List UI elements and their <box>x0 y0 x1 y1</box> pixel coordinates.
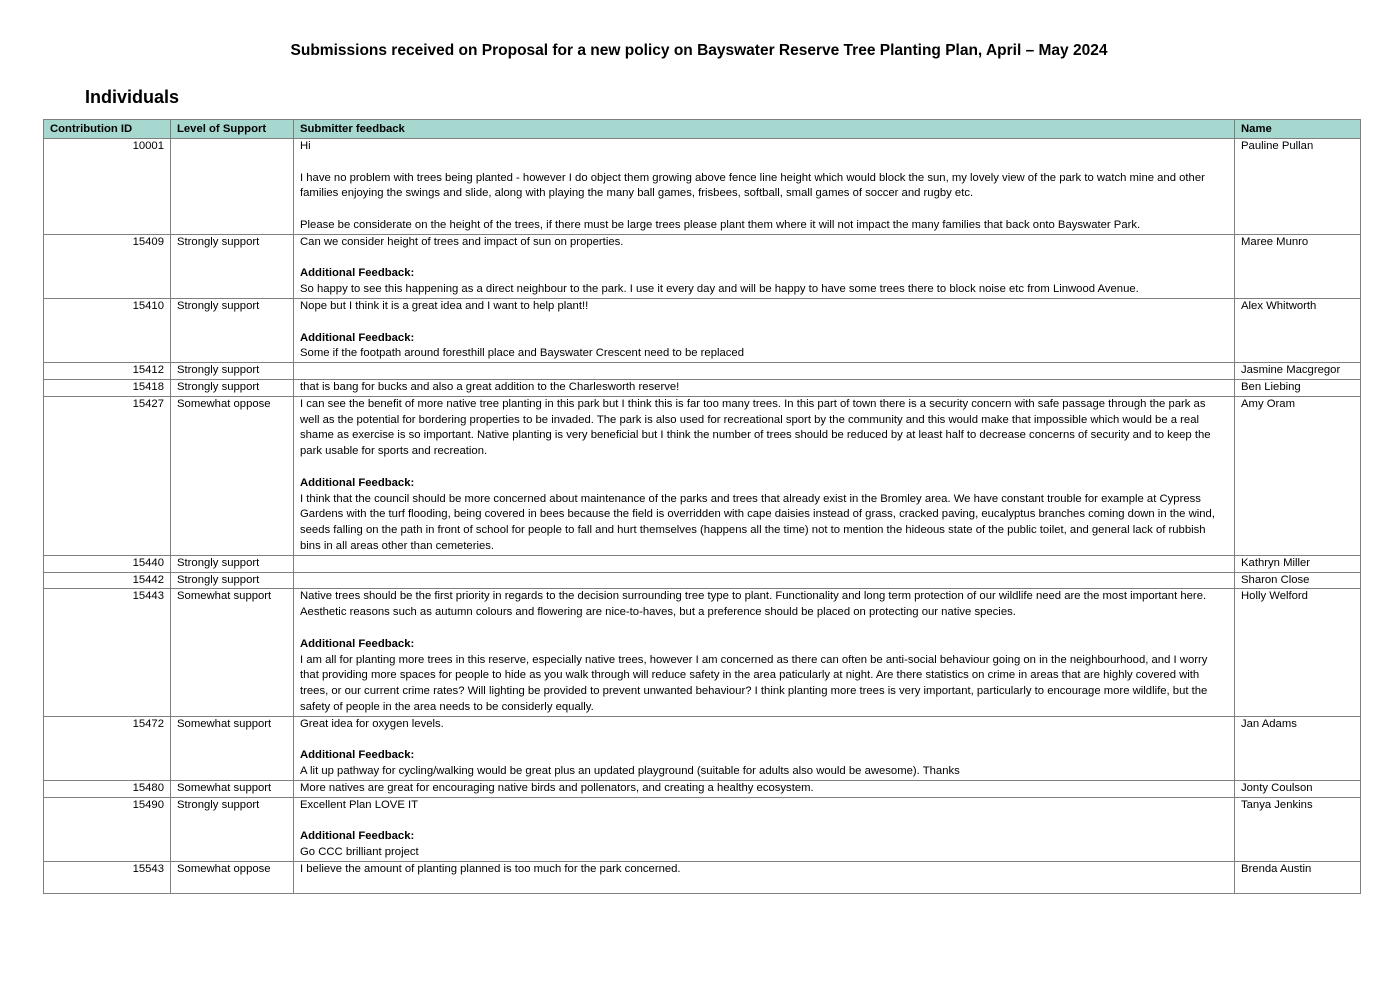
submitter-feedback-cell <box>294 396 1235 555</box>
contribution-id-cell: 15443 <box>44 589 171 716</box>
table-row <box>44 716 1361 780</box>
feedback-paragraph: that is bang for bucks and also a great addition to the Charlesworth reserve! <box>300 380 680 393</box>
table-row <box>44 555 1361 572</box>
level-of-support-cell: Somewhat support <box>171 589 294 716</box>
table-header-row <box>44 120 1361 139</box>
header-submitter-feedback: Submitter feedback <box>294 120 1235 139</box>
level-of-support-cell: Strongly support <box>171 298 294 362</box>
level-of-support-cell: Strongly support <box>171 379 294 396</box>
additional-feedback-text: I am all for planting more trees in this reserve, especially native trees, however I am concerned as there can often be anti-social behaviour going on in the neighbourhood, and I worry that providing more spaces for people to hide as you walk through will reduce safety in the area paticularly at night. Are there statistics on crime in areas that are highly covered with trees, or our current crime rates? Will lighting be provided to prevent unwanted behaviour? I think planting more trees is very important, particularly to encourage more wildlife, but the safety of people in the area needs to be considerly equally. <box>300 653 1208 713</box>
contribution-id-cell: 15440 <box>44 555 171 572</box>
additional-feedback-text: A lit up pathway for cycling/walking would be great plus an updated playground (suitable for adults also would be awesome). Thanks <box>300 765 960 778</box>
submitter-name-cell: Jonty Coulson <box>1235 780 1361 797</box>
contribution-id-cell: 15543 <box>44 861 171 894</box>
feedback-paragraph: Native trees should be the first priority in regards to the decision surrounding tree type to plant. Functionality and long term protection of our wildlife need are the most important here. Aesthetic reasons such as autumn colours and flowering are nice-to-haves, but a preference should be placed on protecting our native species. <box>300 590 1207 619</box>
header-name: Name <box>1235 120 1361 139</box>
level-of-support-cell: Strongly support <box>171 555 294 572</box>
table-row <box>44 797 1361 861</box>
contribution-id-cell: 15472 <box>44 716 171 780</box>
feedback-paragraph: Excellent Plan LOVE IT <box>300 798 419 811</box>
feedback-paragraph: I can see the benefit of more native tree planting in this park but I think this is far too many trees. In this part of town there is a security concern with safe passage through the park as well as the potential for bordering properties to be invaded. The park is also used for recreational sport by the community and this would make that impossible which would be a real shame as exercise is so important. Native planting is very beneficial but I think the number of trees should be reduced by at least half to decrease concerns of security and to keep the park usable for sports and recreation. <box>300 397 1211 458</box>
submitter-name-cell: Maree Munro <box>1235 234 1361 298</box>
table-row <box>44 572 1361 589</box>
additional-feedback-label: Additional Feedback: <box>300 637 415 650</box>
contribution-id-cell: 15480 <box>44 780 171 797</box>
additional-feedback-text: Some if the footpath around foresthill place and Bayswater Crescent need to be replaced <box>300 347 744 360</box>
level-of-support-cell: Somewhat oppose <box>171 861 294 894</box>
level-of-support-cell: Somewhat oppose <box>171 396 294 555</box>
submitter-name-cell: Ben Liebing <box>1235 379 1361 396</box>
table-row <box>44 363 1361 380</box>
submitter-name-cell: Tanya Jenkins <box>1235 797 1361 861</box>
additional-feedback-label: Additional Feedback: <box>300 749 415 762</box>
submitter-name-cell: Brenda Austin <box>1235 861 1361 894</box>
submitter-name-cell: Amy Oram <box>1235 396 1361 555</box>
submitter-name-cell: Alex Whitworth <box>1235 298 1361 362</box>
submitter-feedback-cell <box>294 363 1235 380</box>
feedback-paragraph: Hi <box>300 140 311 152</box>
additional-feedback-label: Additional Feedback: <box>300 331 415 344</box>
level-of-support-cell: Strongly support <box>171 363 294 380</box>
table-row <box>44 780 1361 797</box>
contribution-id-cell: 15410 <box>44 298 171 362</box>
table-row <box>44 861 1361 894</box>
contribution-id-cell: 15427 <box>44 396 171 555</box>
table-row <box>44 589 1361 716</box>
feedback-paragraph: Can we consider height of trees and impact of sun on properties. <box>300 235 624 248</box>
contribution-id-cell: 15418 <box>44 379 171 396</box>
submitter-name-cell: Kathryn Miller <box>1235 555 1361 572</box>
contribution-id-cell: 15442 <box>44 572 171 589</box>
table-row <box>44 139 1361 235</box>
additional-feedback-text: Go CCC brilliant project <box>300 846 419 859</box>
contribution-id-cell: 15412 <box>44 363 171 380</box>
level-of-support-cell: Somewhat support <box>171 780 294 797</box>
header-contribution-id: Contribution ID <box>44 120 171 139</box>
submitter-name-cell: Jasmine Macgregor <box>1235 363 1361 380</box>
feedback-paragraph: I believe the amount of planting planned is too much for the park concerned. <box>300 862 681 875</box>
submitter-feedback-cell <box>294 555 1235 572</box>
level-of-support-cell: Strongly support <box>171 572 294 589</box>
table-row <box>44 379 1361 396</box>
table-row <box>44 234 1361 298</box>
additional-feedback-label: Additional Feedback: <box>300 830 415 843</box>
level-of-support-cell: Strongly support <box>171 234 294 298</box>
submitter-feedback-cell <box>294 298 1235 362</box>
feedback-paragraph: I have no problem with trees being planted - however I do object them growing above fence line height which would block the sun, my lovely view of the park to watch mine and other families enjoying the swings and slide, along with playing the many ball games, frisbees, softball, small games of soccer and rugby etc. <box>300 171 1205 200</box>
document-title: Submissions received on Proposal for a new policy on Bayswater Reserve Tree Planting Plan, April – May 2024 <box>290 42 1108 59</box>
feedback-paragraph: Please be considerate on the height of the trees, if there must be large trees please plant them where it will not impact the many families that back onto Bayswater Park. <box>300 218 1141 231</box>
feedback-paragraph: More natives are great for encouraging native birds and pollenators, and creating a healthy ecosystem. <box>300 781 814 794</box>
level-of-support-cell: Somewhat support <box>171 716 294 780</box>
submitter-feedback-cell <box>294 139 1235 235</box>
contribution-id-cell: 15409 <box>44 234 171 298</box>
additional-feedback-text: So happy to see this happening as a direct neighbour to the park. I use it every day and will be happy to have some trees there to block noise etc from Linwood Avenue. <box>300 283 1139 296</box>
contribution-id-cell: 10001 <box>44 139 171 235</box>
submitter-name-cell: Sharon Close <box>1235 572 1361 589</box>
submitter-name-cell: Holly Welford <box>1235 589 1361 716</box>
table-row <box>44 298 1361 362</box>
submissions-table <box>43 119 1361 894</box>
additional-feedback-label: Additional Feedback: <box>300 476 415 489</box>
submitter-feedback-cell <box>294 861 1235 894</box>
section-heading: Individuals <box>85 87 180 107</box>
submitter-feedback-cell <box>294 780 1235 797</box>
feedback-paragraph: Great idea for oxygen levels. <box>300 717 444 730</box>
additional-feedback-label: Additional Feedback: <box>300 267 415 280</box>
submitter-feedback-cell <box>294 797 1235 861</box>
submitter-feedback-cell <box>294 379 1235 396</box>
contribution-id-cell: 15490 <box>44 797 171 861</box>
submitter-name-cell: Jan Adams <box>1235 716 1361 780</box>
submitter-feedback-cell <box>294 234 1235 298</box>
submitter-feedback-cell <box>294 716 1235 780</box>
submitter-name-cell: Pauline Pullan <box>1235 139 1361 235</box>
level-of-support-cell <box>171 139 294 235</box>
submitter-feedback-cell <box>294 572 1235 589</box>
additional-feedback-text: I think that the council should be more concerned about maintenance of the parks and trees that already exist in the Bromley area. We have constant trouble for example at Cypress Gardens with the turf flooding, being covered in bees because the field is overridden with cape daisies instead of grass, cracked paving, eucalyptus branches coming down in the wind, seeds falling on the path in front of school for people to fall and hurt themselves (happens all the time) not to mention the hideous state of the public toilet, and general lack of rubbish bins in all areas other than cemeteries. <box>300 492 1215 552</box>
level-of-support-cell: Strongly support <box>171 797 294 861</box>
submitter-feedback-cell <box>294 589 1235 716</box>
header-level-of-support: Level of Support <box>171 120 294 139</box>
feedback-paragraph: Nope but I think it is a great idea and I want to help plant!! <box>300 299 589 312</box>
table-row <box>44 396 1361 555</box>
